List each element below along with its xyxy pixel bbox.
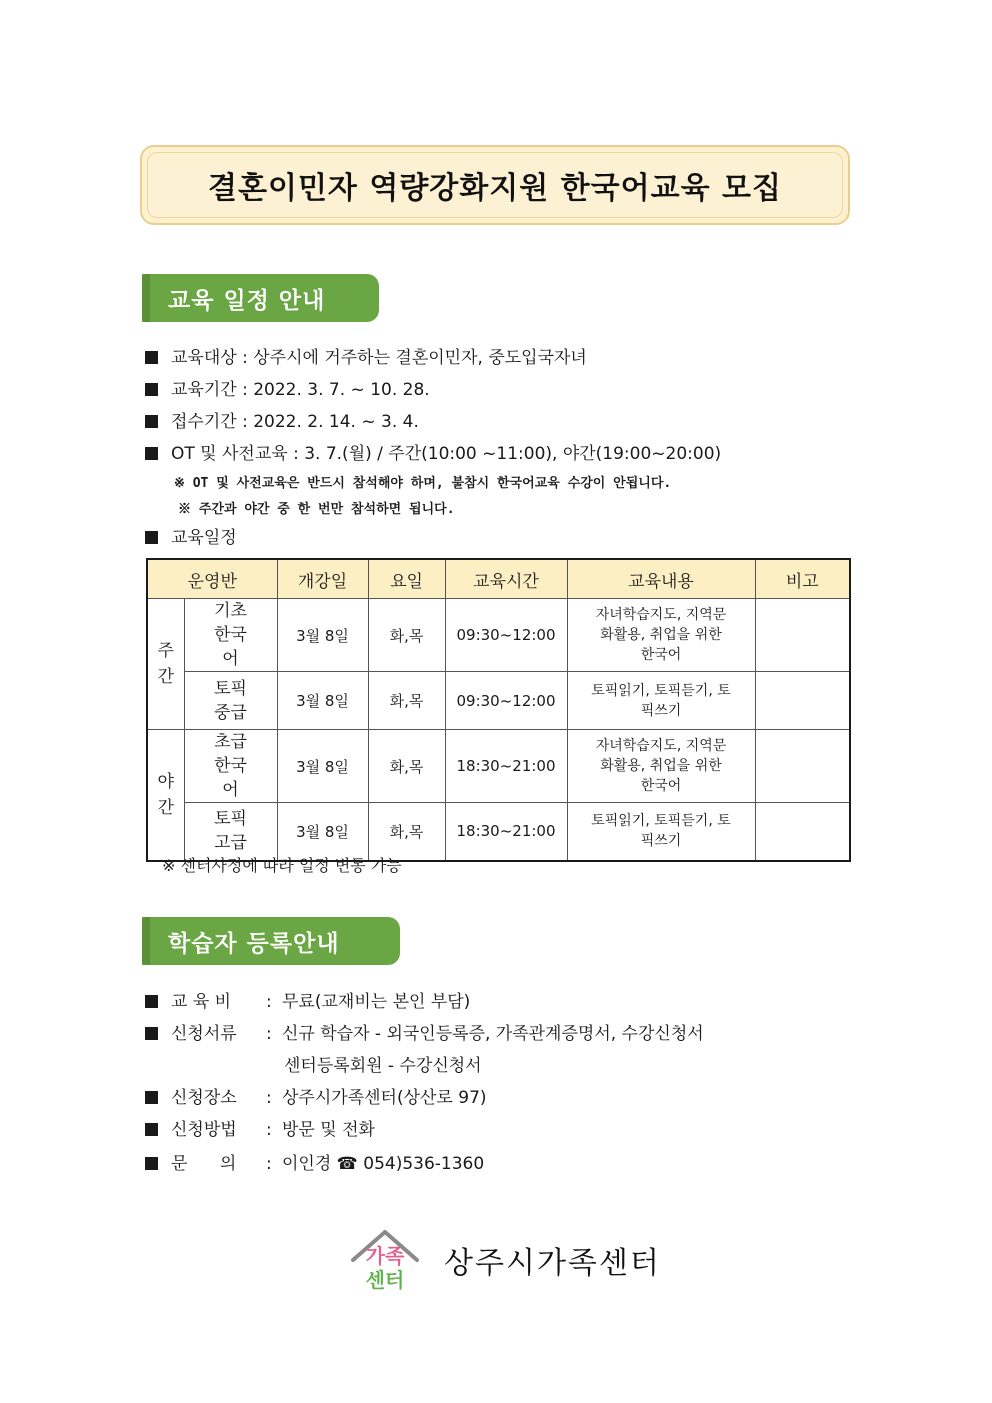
days-cell: 화,목: [368, 730, 445, 803]
registration-line: 문 의 : 이인경 ☎ 054)536-1360: [145, 1149, 484, 1174]
column-header: 교육내용: [567, 559, 755, 599]
time-cell: 18:30~21:00: [445, 803, 567, 861]
bullet-square-icon: [145, 531, 158, 544]
registration-line: 교 육 비 : 무료(교재비는 본인 부담): [145, 987, 470, 1012]
class-cell: 기초 한국어: [184, 599, 277, 672]
content-cell: 자녀학습지도, 지역문화활용, 취업을 위한 한국어: [567, 730, 755, 803]
class-cell: 토픽 중급: [184, 672, 277, 730]
class-cell: 토픽 고급: [184, 803, 277, 861]
note-line: ※ OT 및 사전교육은 반드시 참석해야 하며, 불참시 한국어교육 수강이 안됩니다.: [174, 476, 672, 491]
bullet-square-icon: [145, 415, 158, 428]
note-cell: [755, 599, 850, 672]
content-cell: 토픽읽기, 토픽듣기, 토픽쓰기: [567, 672, 755, 730]
info-line: 접수기간 : 2022. 2. 14. ~ 3. 4.: [145, 407, 419, 432]
schedule-table: [146, 558, 851, 862]
content-cell: 토픽읽기, 토픽듣기, 토픽쓰기: [567, 803, 755, 861]
content-cell: 자녀학습지도, 지역문화활용, 취업을 위한 한국어: [567, 599, 755, 672]
table-row: [147, 803, 850, 861]
column-header: 비고: [755, 559, 850, 599]
start-cell: 3월 8일: [277, 672, 368, 730]
center-logo: [355, 1244, 415, 1292]
note-cell: [755, 672, 850, 730]
note-line: ※ 주간과 야간 중 한 번만 참석하면 됩니다.: [178, 502, 455, 517]
logo-text-bottom: 센터: [365, 1268, 405, 1292]
group-label: 주간: [147, 599, 184, 730]
bullet-square-icon: [145, 1157, 158, 1170]
info-line: OT 및 사전교육 : 3. 7.(월) / 주간(10:00 ~11:00), 야간(19:00~20:00): [145, 439, 721, 464]
table-header-row: [147, 559, 850, 599]
note-cell: [755, 730, 850, 803]
schedule-footnote: ※ 센터사정에 따라 일정 변동 가능: [162, 856, 402, 875]
title-banner: [140, 145, 850, 225]
registration-line-continued: 센터등록회원 - 수강신청서: [284, 1056, 482, 1076]
note-cell: [755, 803, 850, 861]
table-row: [147, 730, 850, 803]
bullet-square-icon: [145, 447, 158, 460]
days-cell: 화,목: [368, 672, 445, 730]
registration-line: 신청서류 : 신규 학습자 - 외국인등록증, 가족관계증명서, 수강신청서: [145, 1019, 704, 1044]
start-cell: 3월 8일: [277, 803, 368, 861]
class-cell: 초급 한국어: [184, 730, 277, 803]
table-row: [147, 672, 850, 730]
time-cell: 18:30~21:00: [445, 730, 567, 803]
bullet-square-icon: [145, 351, 158, 364]
registration-line: 신청방법 : 방문 및 전화: [145, 1115, 375, 1140]
column-header: 요일: [368, 559, 445, 599]
bullet-square-icon: [145, 995, 158, 1008]
start-cell: 3월 8일: [277, 599, 368, 672]
info-line: 교육기간 : 2022. 3. 7. ~ 10. 28.: [145, 375, 430, 400]
page-title: 결혼이민자 역량강화지원 한국어교육 모집: [147, 152, 843, 218]
start-cell: 3월 8일: [277, 730, 368, 803]
group-label: 야간: [147, 730, 184, 861]
column-header: 교육시간: [445, 559, 567, 599]
section-heading-schedule: 교육 일정 안내: [142, 274, 379, 322]
section-heading-registration: 학습자 등록안내: [142, 917, 400, 965]
bullet-square-icon: [145, 1091, 158, 1104]
bullet-square-icon: [145, 383, 158, 396]
center-name: 상주시가족센터: [444, 1246, 661, 1281]
registration-line: 신청장소 : 상주시가족센터(상산로 97): [145, 1083, 487, 1108]
time-cell: 09:30~12:00: [445, 599, 567, 672]
bullet-square-icon: [145, 1123, 158, 1136]
logo-text-top: 가족: [365, 1244, 405, 1268]
column-header: 개강일: [277, 559, 368, 599]
table-row: [147, 599, 850, 672]
days-cell: 화,목: [368, 599, 445, 672]
column-header: 운영반: [147, 559, 277, 599]
time-cell: 09:30~12:00: [445, 672, 567, 730]
days-cell: 화,목: [368, 803, 445, 861]
info-line: 교육일정: [145, 523, 237, 548]
info-line: 교육대상 : 상주시에 거주하는 결혼이민자, 중도입국자녀: [145, 343, 587, 368]
bullet-square-icon: [145, 1027, 158, 1040]
